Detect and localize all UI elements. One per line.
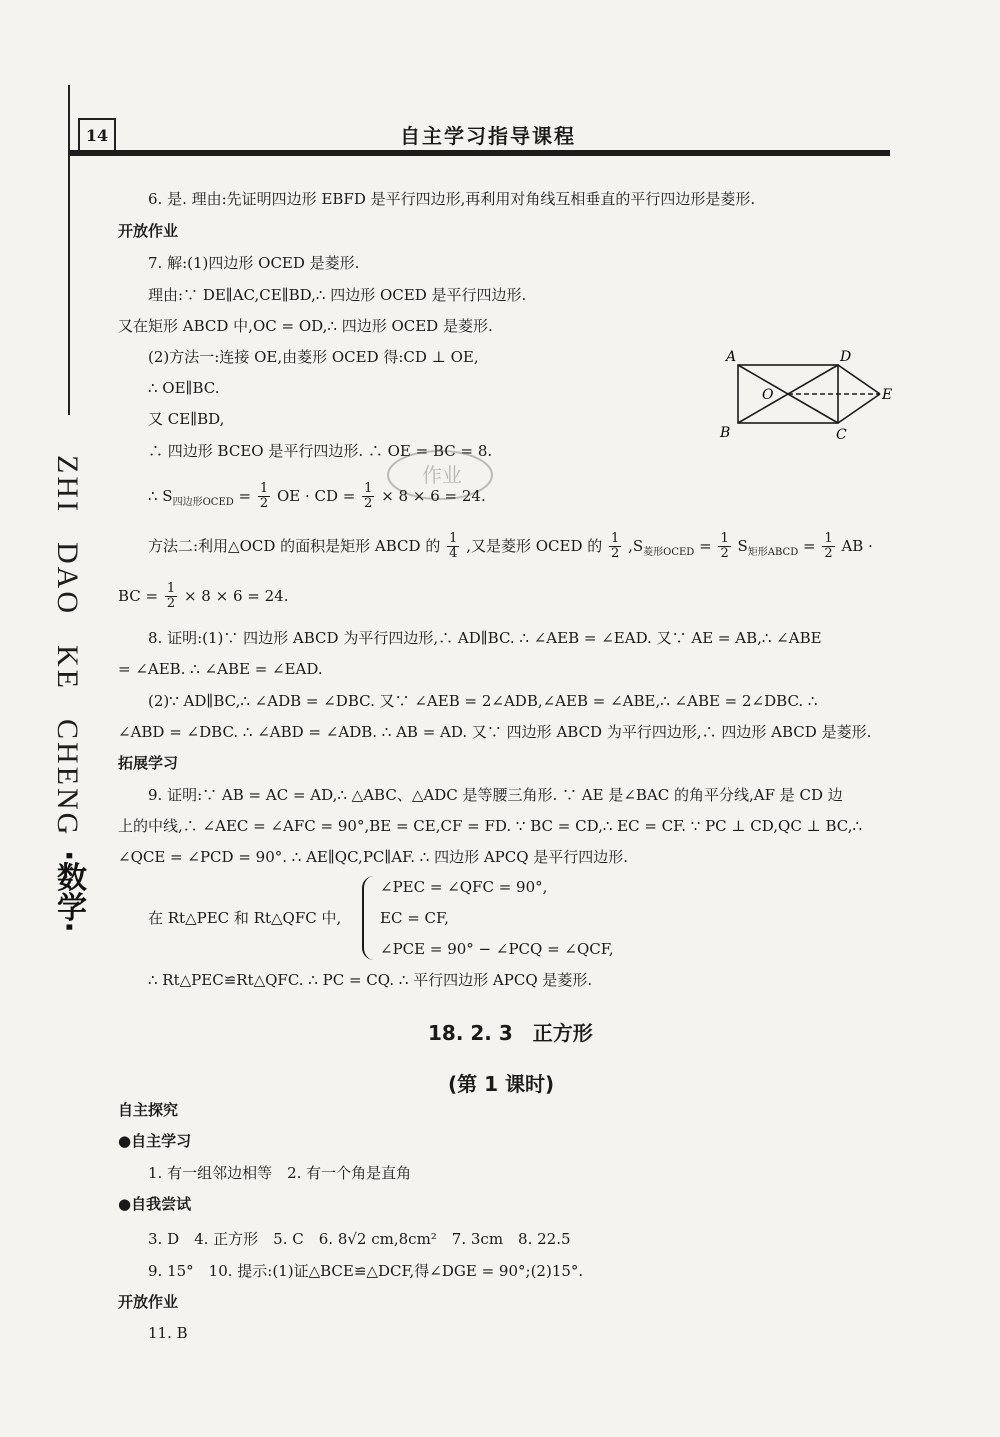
fraction — [447, 532, 459, 562]
formula-text: S — [737, 536, 748, 555]
system-brace — [362, 876, 378, 960]
answer-line: 3. D 4. 正方形 5. C 6. 8√2 cm,8cm² 7. 3cm 8. 22.5 — [148, 1230, 571, 1248]
side-subject-label: ·数学· — [51, 850, 86, 933]
fraction-numerator: 1 — [259, 481, 269, 496]
system-line: ∠PEC = ∠QFC = 90°, — [380, 878, 548, 896]
fraction — [258, 482, 270, 512]
answer-line: 理由:∵ DE∥AC,CE∥BD,∴ 四边形 OCED 是平行四边形. — [148, 286, 527, 304]
fraction — [165, 582, 177, 612]
fraction-denominator: 2 — [259, 496, 269, 512]
answer-line: 11. B — [148, 1324, 188, 1342]
running-header-title: 自主学习指导课程 — [400, 124, 576, 148]
side-word: ZHI — [51, 455, 84, 514]
answer-line: 8. 证明:(1)∵ 四边形 ABCD 为平行四边形,∴ AD∥BC. ∴ ∠AEB = ∠EAD. 又∵ AE = AB,∴ ∠ABE — [148, 629, 822, 647]
answer-line: (2)方法一:连接 OE,由菱形 OCED 得:CD ⊥ OE, — [148, 348, 479, 366]
formula-line — [118, 582, 288, 612]
formula-text: OE · CD = — [276, 486, 356, 505]
fraction-numerator: 1 — [449, 531, 458, 546]
answer-line: ∴ Rt△PEC≌Rt△QFC. ∴ PC = CQ. ∴ 平行四边形 APCQ 是菱形. — [148, 971, 593, 989]
answer-line: 6. 是. 理由:先证明四边形 EBFD 是平行四边形,再利用对角线互相垂直的平行四边形是菱形. — [148, 190, 756, 208]
section-heading: 自主探究 — [118, 1101, 179, 1119]
side-word: CHENG — [51, 719, 84, 838]
answer-line: (2)∵ AD∥BC,∴ ∠ADB = ∠DBC. 又∵ ∠AEB = 2∠ADB,∠AEB = ∠ABE,∴ ∠ABE = 2∠DBC. ∴ — [148, 692, 818, 710]
section-subtitle: (第 1 课时) — [448, 1072, 555, 1096]
side-word: KE — [51, 644, 84, 691]
answer-line: 在 Rt△PEC 和 Rt△QFC 中, — [148, 909, 342, 927]
fraction-denominator: 4 — [449, 546, 458, 562]
formula-text: × 8 × 6 = 24. — [183, 586, 289, 605]
figure-label: O — [762, 387, 774, 403]
fraction-numerator: 1 — [166, 581, 176, 596]
fraction-denominator: 2 — [364, 496, 373, 512]
formula-text: ,又是菱形 OCED 的 — [466, 536, 603, 555]
figure-label: A — [726, 349, 737, 365]
section-title: 18. 2. 3 正方形 — [428, 1021, 593, 1045]
fraction-numerator: 1 — [611, 531, 620, 546]
page-number: 14 — [78, 118, 116, 152]
answer-line: 1. 有一组邻边相等 2. 有一个角是直角 — [148, 1164, 412, 1182]
rhombus-figure — [718, 345, 893, 445]
answer-line: = ∠AEB. ∴ ∠ABE = ∠EAD. — [118, 660, 323, 678]
section-heading: ●自我尝试 — [118, 1195, 192, 1213]
formula-text: = — [803, 536, 816, 555]
answer-line: ∠ABD = ∠DBC. ∴ ∠ABD = ∠ADB. ∴ AB = AD. 又∵ 四边形 ABCD 为平行四边形,∴ 四边形 ABCD 是菱形. — [118, 723, 872, 741]
formula-line — [148, 532, 873, 562]
answer-line: 又在矩形 ABCD 中,OC = OD,∴ 四边形 OCED 是菱形. — [118, 317, 493, 335]
answer-line: ∴ OE∥BC. — [148, 379, 220, 397]
fraction-denominator: 2 — [611, 546, 620, 562]
formula-line — [148, 482, 486, 512]
fraction-denominator: 2 — [720, 546, 729, 562]
fraction-denominator: 2 — [166, 596, 176, 612]
side-series-text — [50, 455, 84, 856]
answer-line: 上的中线,∴ ∠AEC = ∠AFC = 90°,BE = CE,CF = FD. ∵ BC = CD,∴ EC = CF. ∵ PC ⊥ CD,QC ⊥ BC,∴ — [118, 817, 863, 835]
formula-text: = — [238, 486, 252, 505]
formula-subscript: 矩形ABCD — [747, 546, 799, 558]
system-line: EC = CF, — [380, 909, 449, 927]
fraction — [362, 482, 374, 512]
fraction-numerator: 1 — [364, 481, 373, 496]
formula-text: 方法二:利用△OCD 的面积是矩形 ABCD 的 — [148, 536, 441, 555]
answer-line: 又 CE∥BD, — [148, 410, 225, 428]
side-rule — [68, 85, 70, 415]
section-heading: 开放作业 — [118, 222, 179, 240]
figure-label: C — [836, 427, 847, 443]
formula-subscript: 四边形OCED — [172, 496, 234, 508]
formula-text: ,S — [628, 536, 644, 555]
formula-subscript: 菱形OCED — [643, 546, 695, 558]
fraction-denominator: 2 — [824, 546, 833, 562]
formula-text: × 8 × 6 = 24. — [381, 486, 486, 505]
system-line: ∠PCE = 90° − ∠PCQ = ∠QCF, — [380, 940, 614, 958]
formula-text: = — [699, 536, 712, 555]
answer-line: ∴ 四边形 BCEO 是平行四边形. ∴ OE = BC = 8. — [148, 442, 493, 460]
formula-text: BC = — [118, 586, 159, 605]
figure-label: B — [720, 425, 731, 441]
answer-line: 9. 15° 10. 提示:(1)证△BCE≌△DCF,得∠DGE = 90°;(2)15°. — [148, 1262, 584, 1280]
fraction-numerator: 1 — [824, 531, 833, 546]
formula-text: AB · — [841, 536, 873, 555]
answer-line: 7. 解:(1)四边形 OCED 是菱形. — [148, 254, 360, 272]
answer-line: ∠QCE = ∠PCD = 90°. ∴ AE∥QC,PC∥AF. ∴ 四边形 APCQ 是平行四边形. — [118, 848, 629, 866]
side-word: DAO — [51, 542, 84, 617]
section-heading: 拓展学习 — [118, 754, 179, 772]
section-heading: ●自主学习 — [118, 1132, 192, 1150]
fraction — [822, 532, 834, 562]
figure-label: E — [882, 387, 893, 403]
answer-line: 9. 证明:∵ AB = AC = AD,∴ △ABC、△ADC 是等腰三角形. ∵ AE 是∠BAC 的角平分线,AF 是 CD 边 — [148, 786, 843, 804]
header-rule — [68, 150, 890, 156]
fraction-numerator: 1 — [720, 531, 729, 546]
formula-text: ∴ S — [148, 486, 173, 505]
watermark-text: 作业 — [422, 463, 462, 487]
figure-label: D — [840, 349, 852, 365]
fraction — [718, 532, 730, 562]
section-heading: 开放作业 — [118, 1293, 179, 1311]
fraction — [609, 532, 621, 562]
